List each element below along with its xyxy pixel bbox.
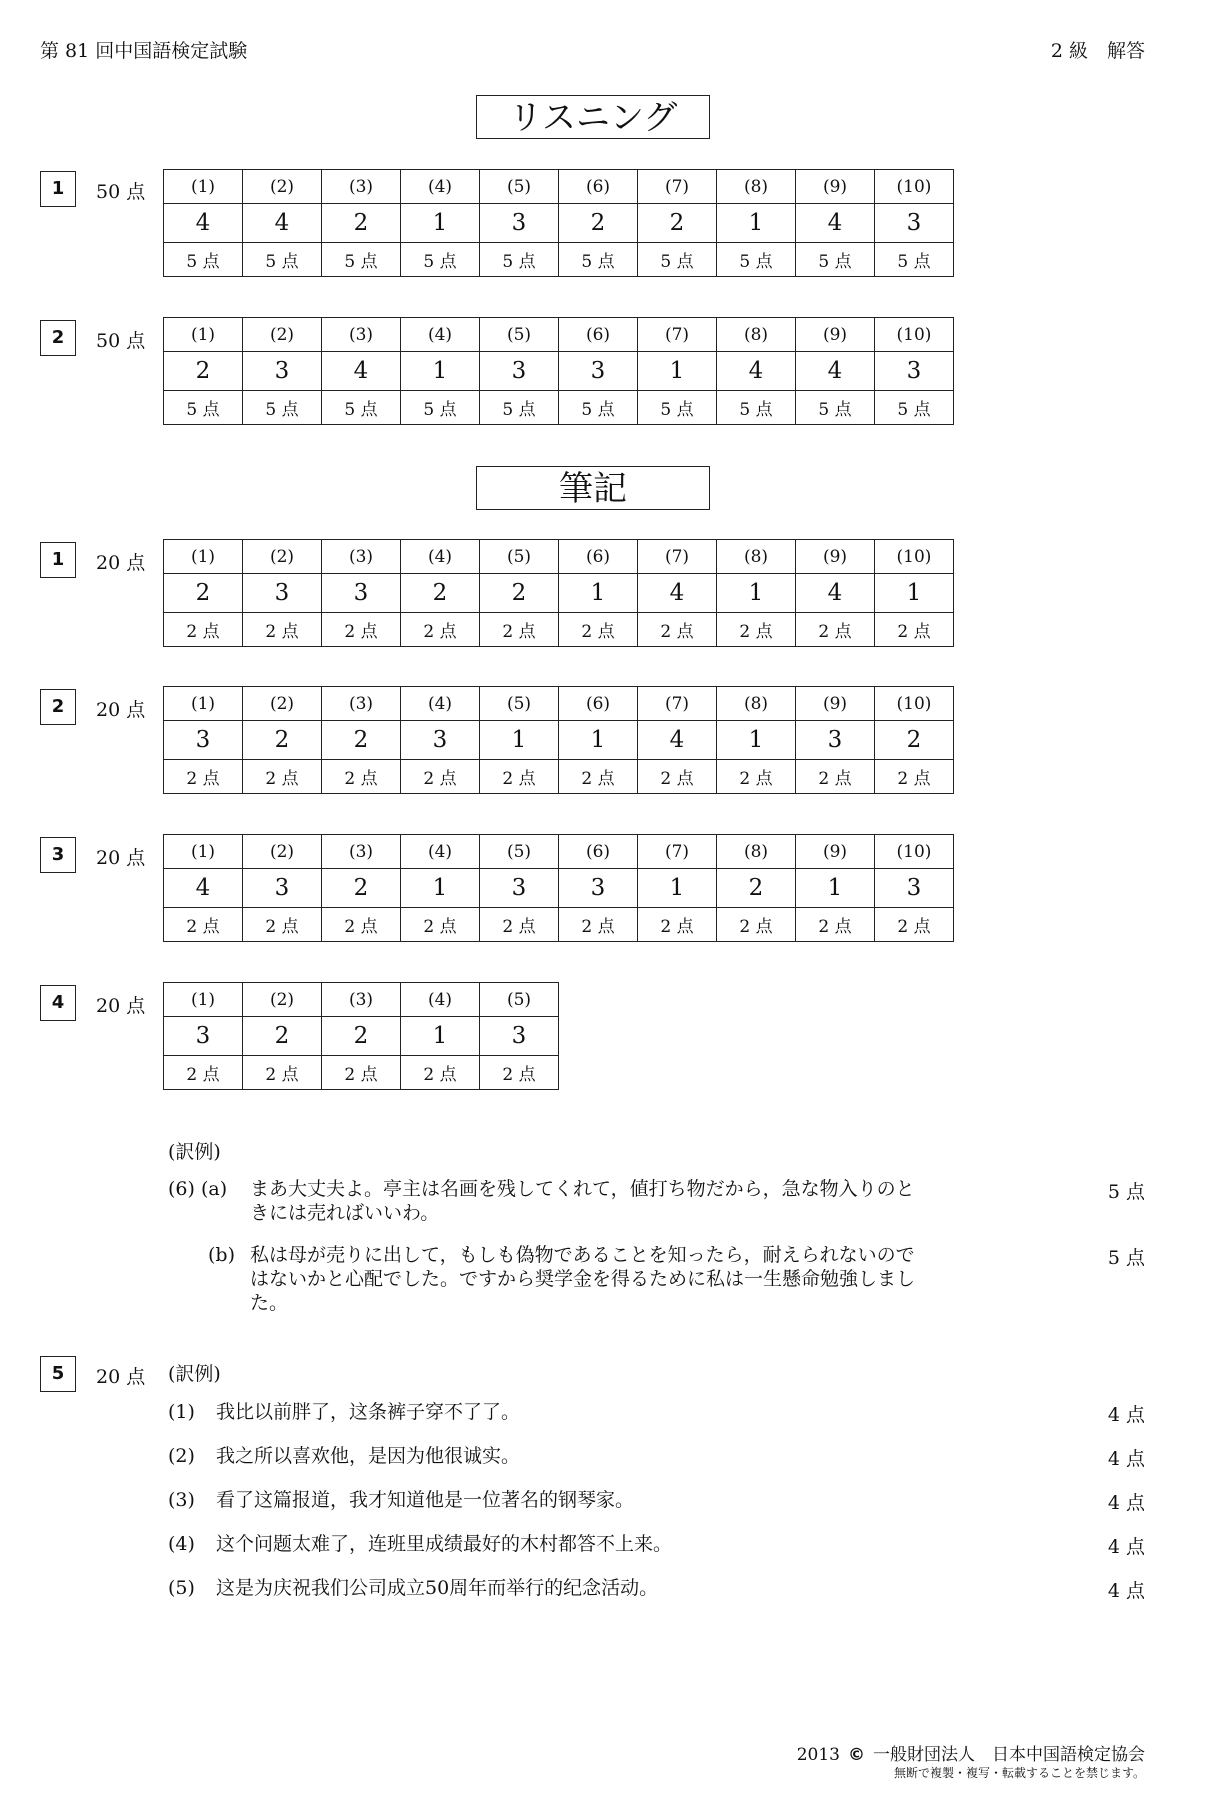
label-cell: (5)	[480, 540, 559, 574]
label-cell: (6)	[559, 540, 638, 574]
answer-cell: 1	[480, 721, 559, 760]
label-cell: (8)	[717, 170, 796, 204]
label-cell: (5)	[480, 835, 559, 869]
answer-cell: 4	[796, 352, 875, 391]
header-exam-title: 第 81 回中国語検定試験	[40, 40, 248, 62]
label-cell: (6)	[559, 318, 638, 352]
answer-cell: 3	[164, 1017, 243, 1056]
writing-q3-table	[163, 834, 954, 942]
label-cell: (3)	[322, 687, 401, 721]
label-cell: (6)	[559, 687, 638, 721]
section-title-writing: 筆記	[476, 466, 710, 510]
label-cell: (10)	[875, 540, 954, 574]
score-cell: 2 点	[322, 613, 401, 647]
answer-cell: 3	[480, 1017, 559, 1056]
q5-item-points: 4 点	[1107, 1492, 1145, 1514]
score-cell: 5 点	[875, 391, 954, 425]
score-row	[164, 908, 954, 942]
answer-cell: 2	[322, 721, 401, 760]
answer-cell: 1	[559, 721, 638, 760]
label-cell: (6)	[559, 835, 638, 869]
label-cell: (1)	[164, 318, 243, 352]
answer-cell: 1	[717, 204, 796, 243]
answer-cell: 1	[717, 721, 796, 760]
score-cell: 5 点	[401, 391, 480, 425]
score-cell: 2 点	[638, 613, 717, 647]
answer-cell: 3	[875, 204, 954, 243]
label-cell: (9)	[796, 170, 875, 204]
label-cell: (7)	[638, 540, 717, 574]
label-cell: (3)	[322, 540, 401, 574]
answer-cell: 4	[796, 204, 875, 243]
label-cell: (7)	[638, 687, 717, 721]
score-cell: 2 点	[243, 1056, 322, 1090]
label-cell: (10)	[875, 170, 954, 204]
answer-cell: 2	[243, 721, 322, 760]
q5-item-points: 4 点	[1107, 1536, 1145, 1558]
label-cell: (7)	[638, 835, 717, 869]
listening-q1-points: 50 点	[96, 181, 146, 203]
score-cell: 2 点	[559, 613, 638, 647]
label-row	[164, 983, 559, 1017]
q5-item-points: 4 点	[1107, 1448, 1145, 1470]
score-row	[164, 391, 954, 425]
answer-cell: 3	[480, 204, 559, 243]
label-cell: (9)	[796, 540, 875, 574]
score-cell: 2 点	[638, 908, 717, 942]
label-cell: (10)	[875, 318, 954, 352]
q5-translation-heading: (訳例)	[168, 1363, 221, 1385]
q5-item-label: (4)	[168, 1533, 195, 1555]
label-cell: (4)	[401, 983, 480, 1017]
q4-item-a-label: (6) (a)	[168, 1178, 228, 1200]
score-cell: 2 点	[875, 908, 954, 942]
label-cell: (3)	[322, 318, 401, 352]
score-cell: 2 点	[717, 908, 796, 942]
answer-cell: 1	[638, 352, 717, 391]
score-cell: 2 点	[243, 908, 322, 942]
score-cell: 5 点	[401, 243, 480, 277]
score-cell: 2 点	[559, 908, 638, 942]
q4-translation-heading: (訳例)	[168, 1141, 221, 1163]
answer-cell: 4	[164, 204, 243, 243]
q4-item-b-line2: はないかと心配でした。ですから奨学金を得るために私は一生懸命勉強しまし	[250, 1268, 916, 1290]
answer-cell: 4	[243, 204, 322, 243]
score-cell: 5 点	[243, 243, 322, 277]
q4-item-b-line3: た。	[250, 1292, 289, 1314]
answer-cell: 2	[559, 204, 638, 243]
score-cell: 5 点	[796, 243, 875, 277]
score-cell: 5 点	[480, 391, 559, 425]
answer-cell: 2	[480, 574, 559, 613]
score-cell: 2 点	[717, 613, 796, 647]
score-row	[164, 613, 954, 647]
answer-cell: 3	[243, 352, 322, 391]
label-cell: (3)	[322, 835, 401, 869]
answer-cell: 2	[638, 204, 717, 243]
answer-cell: 2	[322, 869, 401, 908]
label-cell: (4)	[401, 540, 480, 574]
label-cell: (5)	[480, 318, 559, 352]
score-cell: 2 点	[796, 760, 875, 794]
writing-q4-number: 4	[40, 985, 76, 1021]
answer-cell: 1	[401, 1017, 480, 1056]
label-cell: (9)	[796, 835, 875, 869]
answer-cell: 3	[875, 869, 954, 908]
writing-q5-number: 5	[40, 1356, 76, 1392]
q5-item-text: 我之所以喜欢他，是因为他很诚实。	[216, 1445, 521, 1467]
q4-item-b-line1: 私は母が売りに出して，もしも偽物であることを知ったら，耐えられないので	[250, 1244, 915, 1266]
footer-year: 2013	[796, 1745, 840, 1765]
answer-cell: 1	[401, 204, 480, 243]
writing-q3-number: 3	[40, 837, 76, 873]
score-cell: 2 点	[164, 908, 243, 942]
answer-cell: 1	[401, 352, 480, 391]
score-cell: 2 点	[401, 760, 480, 794]
score-cell: 5 点	[164, 243, 243, 277]
label-cell: (10)	[875, 687, 954, 721]
score-cell: 5 点	[559, 391, 638, 425]
score-cell: 5 点	[717, 391, 796, 425]
score-cell: 2 点	[480, 613, 559, 647]
answer-cell: 1	[559, 574, 638, 613]
q4-item-b-points: 5 点	[1107, 1247, 1145, 1269]
label-cell: (2)	[243, 687, 322, 721]
writing-q2-number: 2	[40, 689, 76, 725]
answer-cell: 4	[796, 574, 875, 613]
label-cell: (4)	[401, 170, 480, 204]
writing-q1-number: 1	[40, 542, 76, 578]
label-cell: (8)	[717, 687, 796, 721]
answer-cell: 1	[717, 574, 796, 613]
q4-item-a-line1: まあ大丈夫よ。亭主は名画を残してくれて，値打ち物だから，急な物入りのと	[250, 1178, 915, 1200]
score-cell: 2 点	[717, 760, 796, 794]
label-cell: (1)	[164, 687, 243, 721]
q4-item-b-label: (b)	[208, 1244, 235, 1266]
answer-cell: 3	[164, 721, 243, 760]
q4-item-a-points: 5 点	[1107, 1181, 1145, 1203]
answer-cell: 3	[796, 721, 875, 760]
answer-cell: 3	[243, 574, 322, 613]
answer-cell: 2	[717, 869, 796, 908]
label-cell: (6)	[559, 170, 638, 204]
answer-cell: 3	[559, 352, 638, 391]
label-cell: (5)	[480, 170, 559, 204]
header-grade-answer: 2 級 解答	[1050, 40, 1145, 62]
answer-cell: 2	[164, 574, 243, 613]
writing-q2-points: 20 点	[96, 699, 146, 721]
label-cell: (9)	[796, 318, 875, 352]
answer-cell: 4	[638, 574, 717, 613]
q4-item-a-line2: きには売ればいいわ。	[250, 1202, 440, 1224]
q5-item-label: (5)	[168, 1577, 195, 1599]
score-row	[164, 1056, 559, 1090]
label-cell: (1)	[164, 170, 243, 204]
q5-item-text: 我比以前胖了，这条裤子穿不了了。	[216, 1401, 521, 1423]
label-cell: (2)	[243, 540, 322, 574]
answer-cell: 1	[401, 869, 480, 908]
footer-notice: 無断で複製・複写・転載することを禁じます。	[893, 1766, 1145, 1780]
answer-cell: 2	[401, 574, 480, 613]
q5-item-label: (2)	[168, 1445, 195, 1467]
score-cell: 2 点	[796, 613, 875, 647]
label-cell: (9)	[796, 687, 875, 721]
writing-q1-table	[163, 539, 954, 647]
label-cell: (4)	[401, 687, 480, 721]
listening-q1-number: 1	[40, 171, 76, 207]
writing-q2-table	[163, 686, 954, 794]
writing-q4-table	[163, 982, 559, 1090]
label-cell: (1)	[164, 983, 243, 1017]
score-cell: 5 点	[322, 391, 401, 425]
score-cell: 5 点	[638, 243, 717, 277]
listening-q2-table	[163, 317, 954, 425]
label-cell: (1)	[164, 835, 243, 869]
listening-q2-number: 2	[40, 320, 76, 356]
score-cell: 2 点	[480, 1056, 559, 1090]
score-cell: 5 点	[875, 243, 954, 277]
score-cell: 5 点	[638, 391, 717, 425]
label-cell: (4)	[401, 318, 480, 352]
score-cell: 5 点	[796, 391, 875, 425]
score-cell: 2 点	[322, 1056, 401, 1090]
label-cell: (2)	[243, 318, 322, 352]
label-cell: (2)	[243, 983, 322, 1017]
score-row	[164, 760, 954, 794]
score-cell: 5 点	[243, 391, 322, 425]
score-cell: 5 点	[559, 243, 638, 277]
label-cell: (8)	[717, 540, 796, 574]
answer-row	[164, 721, 954, 760]
label-row	[164, 687, 954, 721]
section-title-listening: リスニング	[476, 95, 710, 139]
footer-organization: 一般財団法人 日本中国語検定協会	[873, 1745, 1145, 1765]
score-cell: 2 点	[243, 760, 322, 794]
answer-cell: 3	[243, 869, 322, 908]
score-cell: 2 点	[796, 908, 875, 942]
score-cell: 2 点	[164, 760, 243, 794]
answer-row	[164, 1017, 559, 1056]
answer-row	[164, 204, 954, 243]
score-cell: 2 点	[401, 908, 480, 942]
score-cell: 2 点	[322, 760, 401, 794]
score-cell: 5 点	[164, 391, 243, 425]
answer-cell: 2	[243, 1017, 322, 1056]
score-cell: 2 点	[480, 760, 559, 794]
q5-item-label: (3)	[168, 1489, 195, 1511]
label-cell: (7)	[638, 170, 717, 204]
score-cell: 5 点	[322, 243, 401, 277]
score-cell: 2 点	[480, 908, 559, 942]
q5-item-text: 这是为庆祝我们公司成立50周年而举行的纪念活动。	[216, 1577, 659, 1599]
writing-q4-points: 20 点	[96, 995, 146, 1017]
label-cell: (2)	[243, 835, 322, 869]
answer-row	[164, 352, 954, 391]
answer-cell: 3	[401, 721, 480, 760]
q5-item-label: (1)	[168, 1401, 195, 1423]
answer-cell: 1	[796, 869, 875, 908]
writing-q3-points: 20 点	[96, 847, 146, 869]
label-row	[164, 540, 954, 574]
score-cell: 2 点	[559, 760, 638, 794]
listening-q2-points: 50 点	[96, 330, 146, 352]
writing-q1-points: 20 点	[96, 552, 146, 574]
score-cell: 2 点	[164, 1056, 243, 1090]
answer-cell: 4	[164, 869, 243, 908]
score-cell: 5 点	[480, 243, 559, 277]
score-cell: 2 点	[164, 613, 243, 647]
q5-item-text: 看了这篇报道，我才知道他是一位著名的钢琴家。	[216, 1489, 635, 1511]
answer-cell: 4	[322, 352, 401, 391]
score-cell: 2 点	[401, 1056, 480, 1090]
label-cell: (8)	[717, 835, 796, 869]
answer-cell: 2	[322, 204, 401, 243]
q5-item-text: 这个问题太难了，连班里成绩最好的木村都答不上来。	[216, 1533, 673, 1555]
answer-cell: 3	[875, 352, 954, 391]
answer-cell: 4	[638, 721, 717, 760]
answer-cell: 2	[875, 721, 954, 760]
score-row	[164, 243, 954, 277]
score-cell: 2 点	[638, 760, 717, 794]
label-cell: (7)	[638, 318, 717, 352]
label-row	[164, 170, 954, 204]
answer-cell: 3	[559, 869, 638, 908]
label-row	[164, 318, 954, 352]
label-row	[164, 835, 954, 869]
answer-cell: 3	[322, 574, 401, 613]
score-cell: 5 点	[717, 243, 796, 277]
label-cell: (1)	[164, 540, 243, 574]
writing-q5-points: 20 点	[96, 1366, 146, 1388]
q5-item-points: 4 点	[1107, 1580, 1145, 1602]
footer-copyright	[797, 1740, 1145, 1765]
label-cell: (8)	[717, 318, 796, 352]
answer-cell: 1	[638, 869, 717, 908]
score-cell: 2 点	[401, 613, 480, 647]
listening-q1-table	[163, 169, 954, 277]
label-cell: (5)	[480, 983, 559, 1017]
answer-cell: 1	[875, 574, 954, 613]
label-cell: (10)	[875, 835, 954, 869]
score-cell: 2 点	[322, 908, 401, 942]
answer-cell: 3	[480, 869, 559, 908]
answer-cell: 3	[480, 352, 559, 391]
copyright-icon: ©	[848, 1745, 865, 1765]
label-cell: (3)	[322, 983, 401, 1017]
score-cell: 2 点	[875, 760, 954, 794]
label-cell: (3)	[322, 170, 401, 204]
answer-cell: 2	[164, 352, 243, 391]
label-cell: (2)	[243, 170, 322, 204]
q5-item-points: 4 点	[1107, 1404, 1145, 1426]
answer-row	[164, 574, 954, 613]
score-cell: 2 点	[243, 613, 322, 647]
label-cell: (4)	[401, 835, 480, 869]
answer-cell: 2	[322, 1017, 401, 1056]
answer-cell: 4	[717, 352, 796, 391]
answer-row	[164, 869, 954, 908]
score-cell: 2 点	[875, 613, 954, 647]
label-cell: (5)	[480, 687, 559, 721]
